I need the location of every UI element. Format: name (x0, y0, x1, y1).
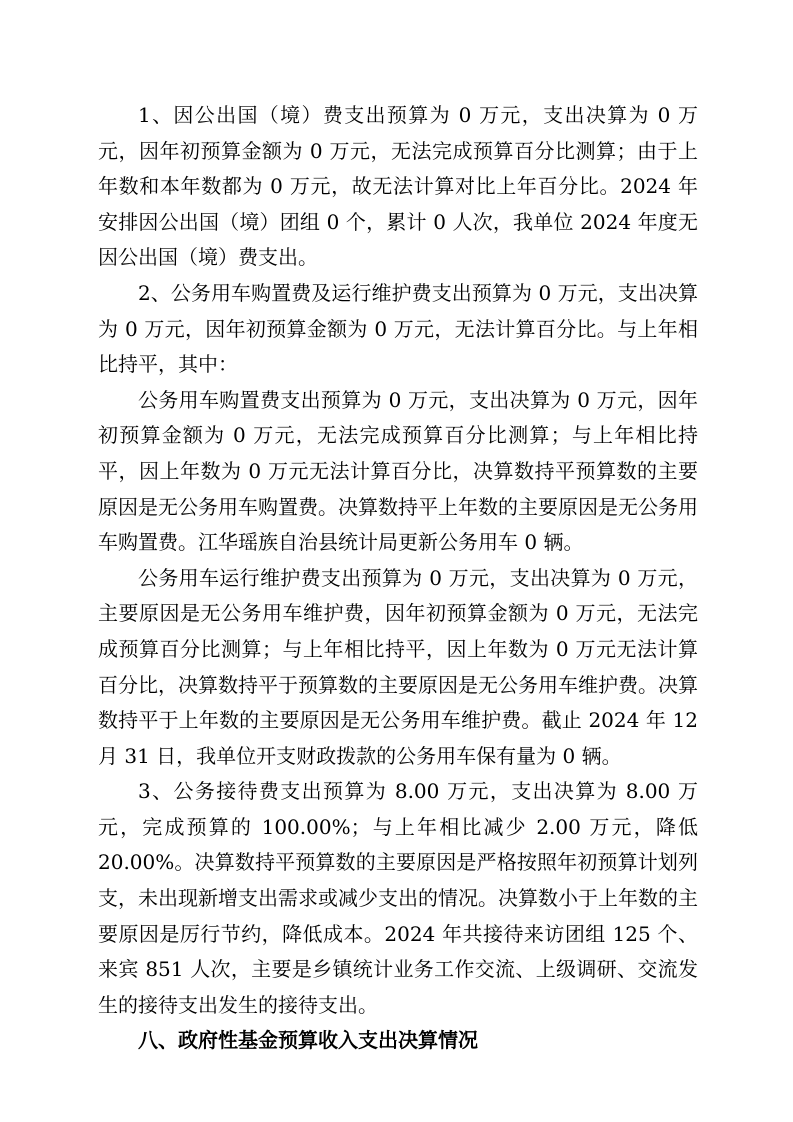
paragraph-overseas-travel: 1、因公出国（境）费支出预算为 0 万元，支出决算为 0 万元，因年初预算金额为 0 万元，无法完成预算百分比测算；由于上年数和本年数都为 0 万元，故无法计算对比上年百分比。2024 年安排因公出国（境）团组 0 个，累计 0 人次，我单位 2024 年度无因公出国（境）费支出。 (98, 103, 698, 270)
paragraph-vehicle-total: 2、公务用车购置费及运行维护费支出预算为 0 万元，支出决算为 0 万元，因年初预算金额为 0 万元，无法计算百分比。与上年相比持平，其中： (98, 280, 698, 377)
paragraph-vehicle-maintenance: 公务用车运行维护费支出预算为 0 万元，支出决算为 0 万元，主要原因是无公务用车维护费，因年初预算金额为 0 万元，无法完成预算百分比测算；与上年相比持平，因上年数为 0 万元无法计算百分比，决算数持平于预算数的主要原因是无公务用车维护费。决算数持平于上年数的主要原因是无公务用车维护费。截止 2024 年 12 月 31 日，我单位开支财政拨款的公务用车保有量为 0 辆。 (98, 565, 698, 768)
document-body (98, 98, 698, 1059)
paragraph-vehicle-purchase: 公务用车购置费支出预算为 0 万元，支出决算为 0 万元，因年初预算金额为 0 万元，无法完成预算百分比测算；与上年相比持平，因上年数为 0 万元无法计算百分比，决算数持平预算数的主要原因是无公务用车购置费。决算数持平上年数的主要原因是无公务用车购置费。江华瑶族自治县统计局更新公务用车 0 辆。 (98, 387, 698, 555)
section-heading: 八、政府性基金预算收入支出决算情况 (138, 1028, 478, 1053)
paragraph-reception: 3、公务接待费支出预算为 8.00 万元，支出决算为 8.00 万元，完成预算的 100.00%；与上年相比减少 2.00 万元，降低 20.00%。决算数持平预算数的主要原因是严格按照年初预算计划列支，未出现新增支出需求或减少支出的情况。决算数小于上年数的主要原因是厉行节约，降低成本。2024 年共接待来访团组 125 个、来宾 851 人次，主要是乡镇统计业务工作交流、上级调研、交流发生的接待支出发生的接待支出。 (98, 779, 698, 1017)
